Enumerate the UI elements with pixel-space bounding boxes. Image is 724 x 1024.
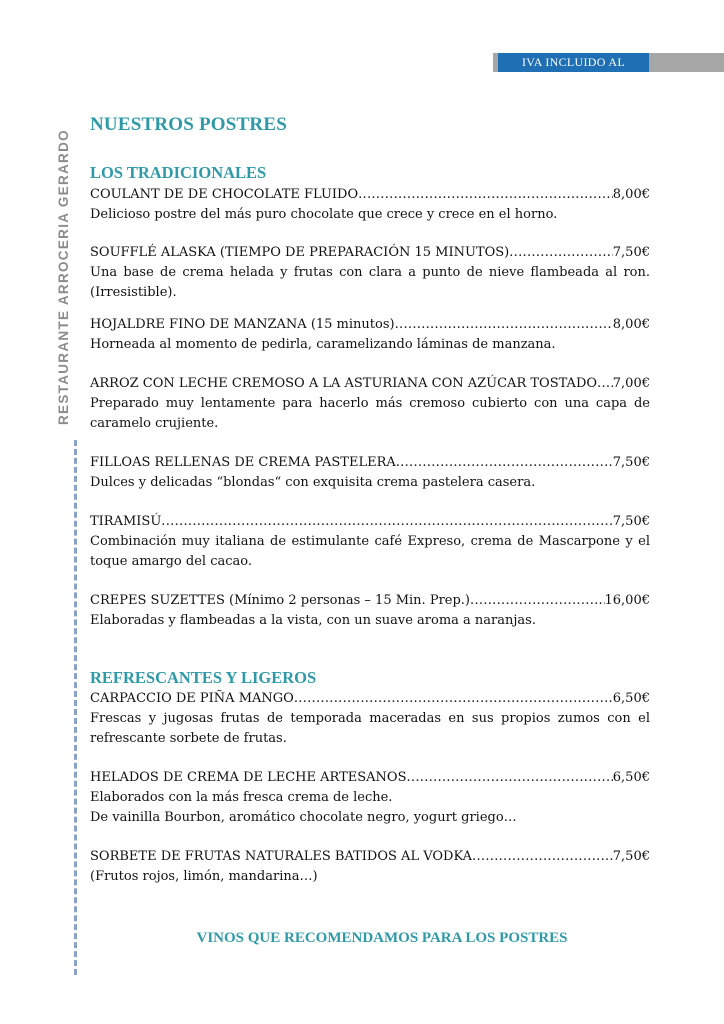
item-price: 8,00€ — [612, 187, 650, 202]
leader-dots — [472, 847, 613, 867]
item-description: Frescas y jugosas frutas de temporada maceradas en sus propios zumos con el refrescante sorbete de frutas. — [90, 711, 650, 746]
leader-dots — [395, 315, 613, 335]
leader-dots — [509, 243, 613, 263]
item-price: 7,00€ — [612, 376, 650, 391]
item-description: Una base de crema helada y frutas con clara a punto de nieve flambeada al ron. (Irresistible). — [90, 265, 650, 300]
leader-dots — [294, 689, 613, 709]
leader-dots — [597, 374, 613, 394]
menu-item — [90, 512, 650, 572]
section-heading-refrescantes: REFRESCANTES Y LIGEROS — [90, 668, 317, 687]
item-price: 6,50€ — [612, 770, 650, 785]
item-description: Elaborados con la más fresca crema de leche. — [90, 790, 393, 805]
side-brand-text: RESTAURANTE ARROCERIA GERARDO — [56, 129, 71, 425]
wine-recommendation-heading: VINOS QUE RECOMENDAMOS PARA LOS POSTRES — [196, 930, 568, 946]
page-title: NUESTROS POSTRES — [90, 114, 287, 135]
menu-item — [90, 847, 650, 887]
item-name: CARPACCIO DE PIÑA MANGO — [90, 691, 294, 706]
menu-item — [90, 591, 650, 631]
item-price: 16,00€ — [604, 593, 650, 608]
item-description: Combinación muy italiana de estimulante café Expreso, crema de Mascarpone y el toque amargo del cacao. — [90, 534, 650, 569]
menu-item — [90, 315, 650, 355]
item-price: 8,00€ — [612, 317, 650, 332]
menu-item — [90, 768, 650, 828]
item-name: ARROZ CON LECHE CREMOSO A LA ASTURIANA CON AZÚCAR TOSTADO — [90, 376, 598, 391]
leader-dots — [358, 185, 613, 205]
item-description: Horneada al momento de pedirla, caramelizando láminas de manzana. — [90, 337, 556, 352]
item-price: 6,50€ — [612, 691, 650, 706]
item-name: FILLOAS RELLENAS DE CREMA PASTELERA — [90, 455, 396, 470]
item-description: Delicioso postre del más puro chocolate que crece y crece en el horno. — [90, 207, 558, 222]
item-price: 7,50€ — [612, 849, 650, 864]
item-name: HELADOS DE CREMA DE LECHE ARTESANOS — [90, 770, 407, 785]
item-name: COULANT DE DE CHOCOLATE FLUIDO — [90, 187, 359, 202]
side-dashed-line — [74, 440, 77, 975]
leader-dots — [406, 768, 612, 788]
menu-item — [90, 689, 650, 749]
item-description: (Frutos rojos, limón, mandarina…) — [90, 869, 318, 884]
menu-item — [90, 453, 650, 493]
item-name: CREPES SUZETTES (Mínimo 2 personas – 15 Min. Prep.) — [90, 593, 471, 608]
item-name: TIRAMISÚ — [90, 514, 162, 529]
item-name: SORBETE DE FRUTAS NATURALES BATIDOS AL VODKA — [90, 849, 473, 864]
iva-banner — [493, 53, 724, 72]
iva-label: IVA INCLUIDO AL — [498, 53, 649, 72]
item-name: SOUFFLÉ ALASKA (TIEMPO DE PREPARACIÓN 15 MINUTOS) — [90, 245, 510, 260]
item-price: 7,50€ — [612, 514, 650, 529]
item-description-line-2: De vainilla Bourbon, aromático chocolate negro, yogurt griego… — [90, 810, 517, 825]
menu-item — [90, 185, 650, 225]
leader-dots — [396, 453, 613, 473]
item-description: Elaboradas y flambeadas a la vista, con un suave aroma a naranjas. — [90, 613, 536, 628]
leader-dots — [161, 512, 612, 532]
item-price: 7,50€ — [612, 245, 650, 260]
menu-item — [90, 374, 650, 434]
item-description: Dulces y delicadas “blondas“ con exquisita crema pastelera casera. — [90, 475, 536, 490]
leader-dots — [470, 591, 604, 611]
section-heading-tradicionales: LOS TRADICIONALES — [90, 163, 267, 182]
item-price: 7,50€ — [612, 455, 650, 470]
menu-item — [90, 243, 650, 303]
item-name: HOJALDRE FINO DE MANZANA (15 minutos) — [90, 317, 395, 332]
item-description: Preparado muy lentamente para hacerlo más cremoso cubierto con una capa de caramelo crujiente. — [90, 396, 650, 431]
